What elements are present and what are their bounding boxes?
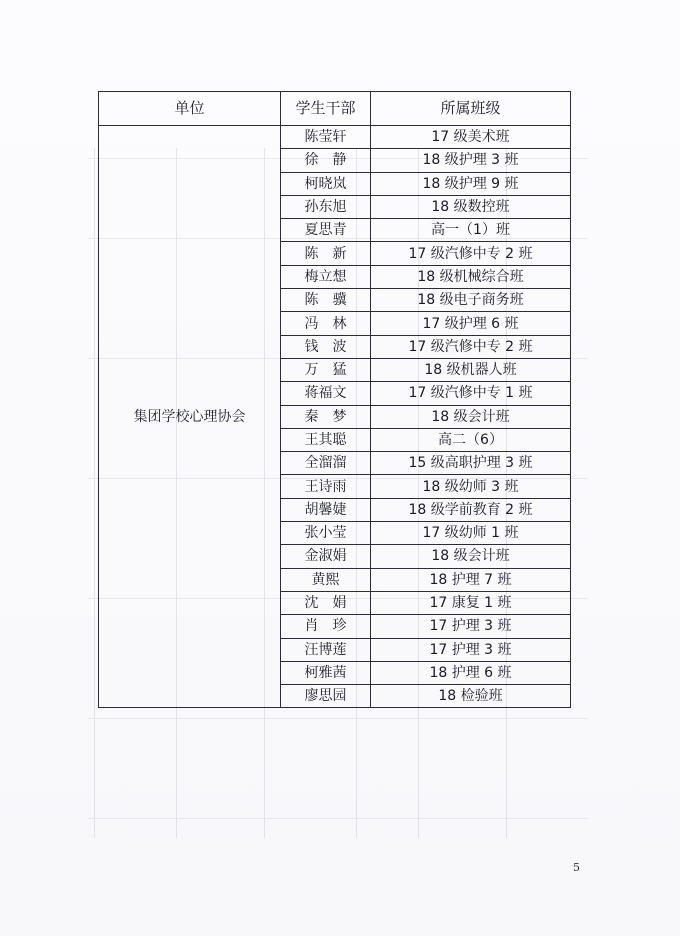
student-name: 陈 新 [281,242,371,265]
student-name: 秦 梦 [281,405,371,428]
student-name: 胡馨婕 [281,498,371,521]
class-name: 17 护理 3 班 [371,615,571,638]
student-name: 万 猛 [281,358,371,381]
student-name: 廖思园 [281,685,371,708]
student-name: 肖 珍 [281,615,371,638]
class-name: 18 级幼师 3 班 [371,475,571,498]
class-name: 18 级机械综合班 [371,265,571,288]
table-row [99,126,571,149]
class-name: 18 级护理 9 班 [371,172,571,195]
class-name: 17 级护理 6 班 [371,312,571,335]
class-name: 18 级护理 3 班 [371,149,571,172]
class-name: 高二（6） [371,428,571,451]
class-name: 17 级美术班 [371,126,571,149]
student-name: 钱 波 [281,335,371,358]
class-name: 18 级学前教育 2 班 [371,498,571,521]
student-name: 徐 静 [281,149,371,172]
class-name: 17 级汽修中专 2 班 [371,242,571,265]
class-name: 18 级电子商务班 [371,289,571,312]
student-name: 王其聪 [281,428,371,451]
class-name: 17 级幼师 1 班 [371,522,571,545]
header-class: 所属班级 [371,92,571,126]
student-name: 张小莹 [281,522,371,545]
student-name: 梅立想 [281,265,371,288]
student-name: 孙东旭 [281,195,371,218]
student-name: 全溜溜 [281,452,371,475]
class-name: 17 康复 1 班 [371,591,571,614]
student-name: 沈 娟 [281,591,371,614]
student-name: 王诗雨 [281,475,371,498]
student-name: 柯晓岚 [281,172,371,195]
class-name: 17 护理 3 班 [371,638,571,661]
class-name: 高一（1）班 [371,219,571,242]
class-name: 17 级汽修中专 1 班 [371,382,571,405]
class-name: 18 级会计班 [371,545,571,568]
class-name: 18 级数控班 [371,195,571,218]
page-number: 5 [573,861,580,874]
student-name: 金淑娟 [281,545,371,568]
class-name: 18 检验班 [371,685,571,708]
header-unit: 单位 [99,92,281,126]
student-name: 蒋福文 [281,382,371,405]
class-name: 18 护理 6 班 [371,661,571,684]
student-name: 陈莹轩 [281,126,371,149]
class-name: 18 护理 7 班 [371,568,571,591]
class-name: 18 级机器人班 [371,358,571,381]
student-name: 黄熙 [281,568,371,591]
student-name: 柯雅茜 [281,661,371,684]
class-name: 17 级汽修中专 2 班 [371,335,571,358]
class-name: 18 级会计班 [371,405,571,428]
student-cadre-table [98,91,571,708]
header-student-cadre: 学生干部 [281,92,371,126]
student-name: 陈 骥 [281,289,371,312]
table-header-row [99,92,571,126]
student-name: 夏思青 [281,219,371,242]
student-name: 汪博莲 [281,638,371,661]
class-name: 15 级高职护理 3 班 [371,452,571,475]
student-name: 冯 林 [281,312,371,335]
unit-cell: 集团学校心理协会 [99,126,281,708]
